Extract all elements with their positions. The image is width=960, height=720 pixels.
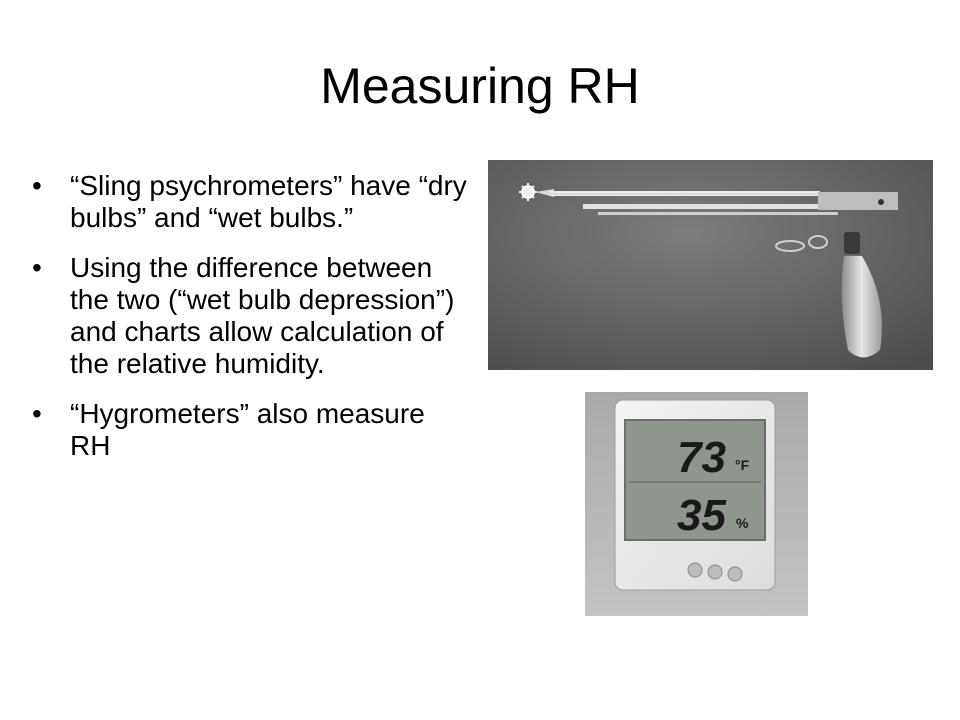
hygrometer-button [728,567,742,581]
bullet-item [30,170,470,234]
bullet-marker: • [32,252,42,283]
sling-psychrometer-photo [488,160,933,370]
temperature-readout: 73 [677,433,726,482]
bullet-list [30,170,470,480]
hygrometer-button [708,565,722,579]
bullet-item [30,398,470,462]
humidity-readout: 35 [677,491,726,540]
digital-hygrometer-photo [585,392,808,616]
temperature-unit: °F [735,457,750,473]
wet-bulb-thermometer [583,204,843,209]
bullet-text: “Sling psychrometers” have “dry bulbs” and “wet bulbs.” [70,170,467,233]
slide-title: Measuring RH [320,58,640,114]
bullet-marker: • [32,170,42,201]
sling-psychrometer-image [488,160,933,370]
digital-hygrometer-image [585,392,808,616]
bullet-marker: • [32,398,42,429]
humidity-unit: % [736,515,749,531]
hygrometer-button [688,563,702,577]
bullet-item [30,252,470,380]
bullet-text: Using the difference between the two (“wet bulb depression”) and charts allow calculation of the relative humidity. [70,252,455,379]
dry-bulb-thermometer [550,191,820,196]
bullet-text: “Hygrometers” also measure RH [70,398,425,461]
